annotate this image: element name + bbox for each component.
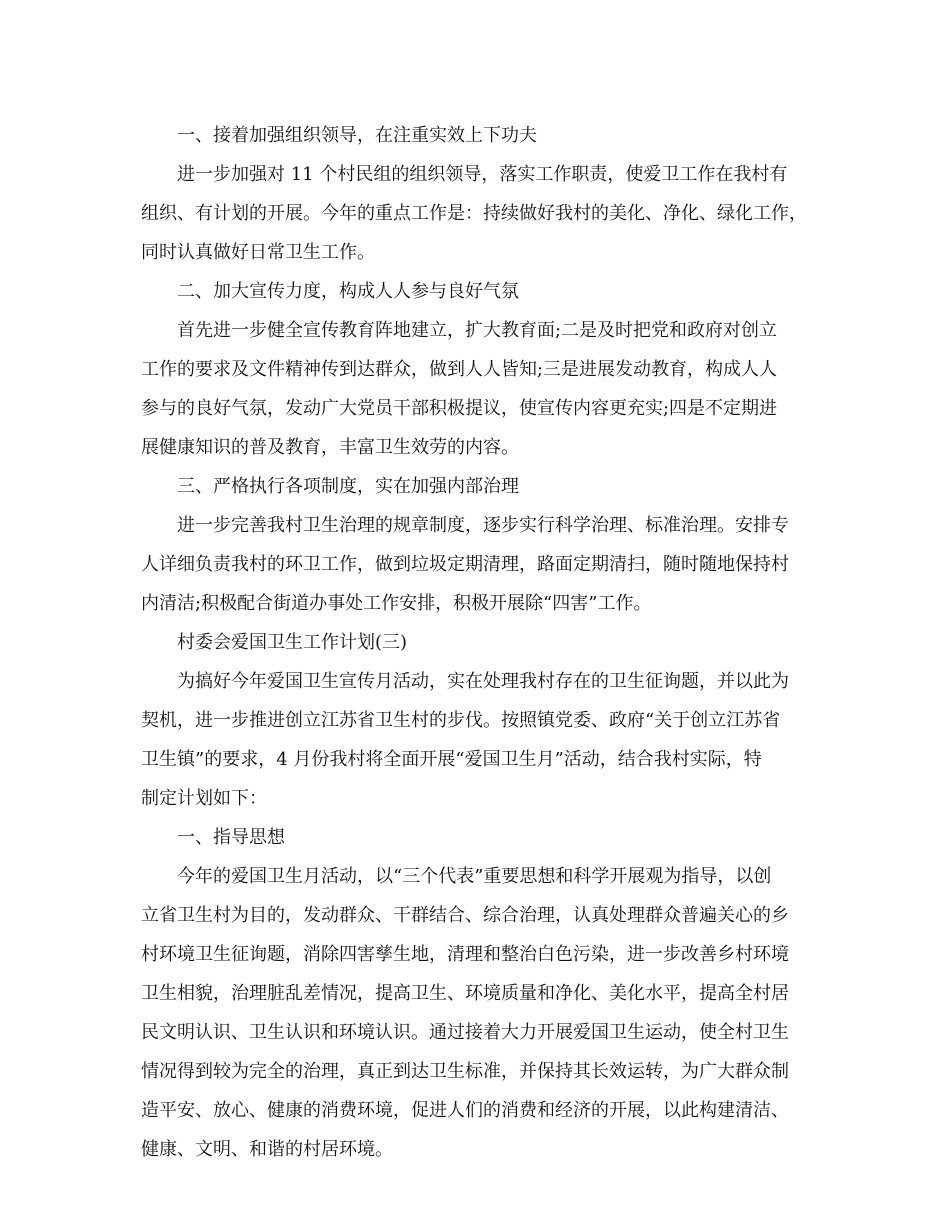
text-line: 卫生镇”的要求，4 月份我村将全面开展“爱国卫生月”活动，结合我村实际，特	[141, 749, 762, 770]
text-line: 立省卫生村为目的，发动群众、干群结合、综合治理，认真处理群众普遍关心的乡	[141, 905, 789, 926]
heading-line: 三、严格执行各项制度，实在加强内部治理	[177, 476, 519, 497]
text-line: 同时认真做好日常卫生工作。	[141, 242, 375, 263]
text-line: 卫生相貌，治理脏乱差情况，提高卫生、环境质量和净化、美化水平，提高全村居	[141, 983, 789, 1004]
heading-line: 一、指导思想	[177, 827, 285, 848]
text-line: 制定计划如下：	[141, 788, 267, 809]
text-line: 民文明认识、卫生认识和环境认识。通过接着大力开展爱国卫生运动，使全村卫生	[141, 1022, 789, 1043]
heading-line: 二、加大宣传力度，构成人人参与良好气氛	[177, 281, 519, 302]
text-line: 进一步完善我村卫生治理的规章制度，逐步实行科学治理、标准治理。安排专	[177, 515, 789, 536]
document-page	[141, 116, 831, 1169]
heading-line: 一、接着加强组织领导，在注重实效上下功夫	[177, 125, 537, 146]
text-line: 组织、有计划的开展。今年的重点工作是：持续做好我村的美化、净化、绿化工作，	[141, 203, 807, 224]
text-line: 工作的要求及文件精神传到达群众，做到人人皆知;三是进展发动教育，构成人人	[141, 359, 778, 380]
text-line: 参与的良好气氛，发动广大党员干部积极提议，使宣传内容更充实;四是不定期进	[141, 398, 778, 419]
text-line: 情况得到较为完全的治理，真正到达卫生标准，并保持其长效运转，为广大群众制	[141, 1061, 789, 1082]
text-line: 造平安、放心、健康的消费环境，促进人们的消费和经济的开展，以此构建清洁、	[141, 1100, 789, 1121]
text-line: 为搞好今年爱国卫生宣传月活动，实在处理我村存在的卫生征询题，并以此为	[177, 671, 789, 692]
text-line: 人详细负责我村的环卫工作，做到垃圾定期清理，路面定期清扫，随时随地保持村	[141, 554, 789, 575]
text-line: 展健康知识的普及教育，丰富卫生效劳的内容。	[141, 437, 519, 458]
text-line: 首先进一步健全宣传教育阵地建立，扩大教育面;二是及时把党和政府对创立	[177, 320, 778, 341]
text-line: 契机，进一步推进创立江苏省卫生村的步伐。按照镇党委、政府“关于创立江苏省	[141, 710, 781, 731]
text-line: 内清洁;积极配合街道办事处工作安排，积极开展除“四害”工作。	[141, 593, 652, 614]
text-line: 今年的爱国卫生月活动，以“三个代表”重要思想和科学开展观为指导，以创	[177, 866, 772, 887]
section-title-line: 村委会爱国卫生工作计划(三)	[177, 632, 408, 653]
text-line: 健康、文明、和谐的村居环境。	[141, 1139, 393, 1160]
text-line: 村环境卫生征询题，消除四害孳生地，清理和整治白色污染，进一步改善乡村环境	[141, 944, 789, 965]
text-line: 进一步加强对 11 个村民组的组织领导，落实工作职责，使爱卫工作在我村有	[177, 164, 788, 185]
